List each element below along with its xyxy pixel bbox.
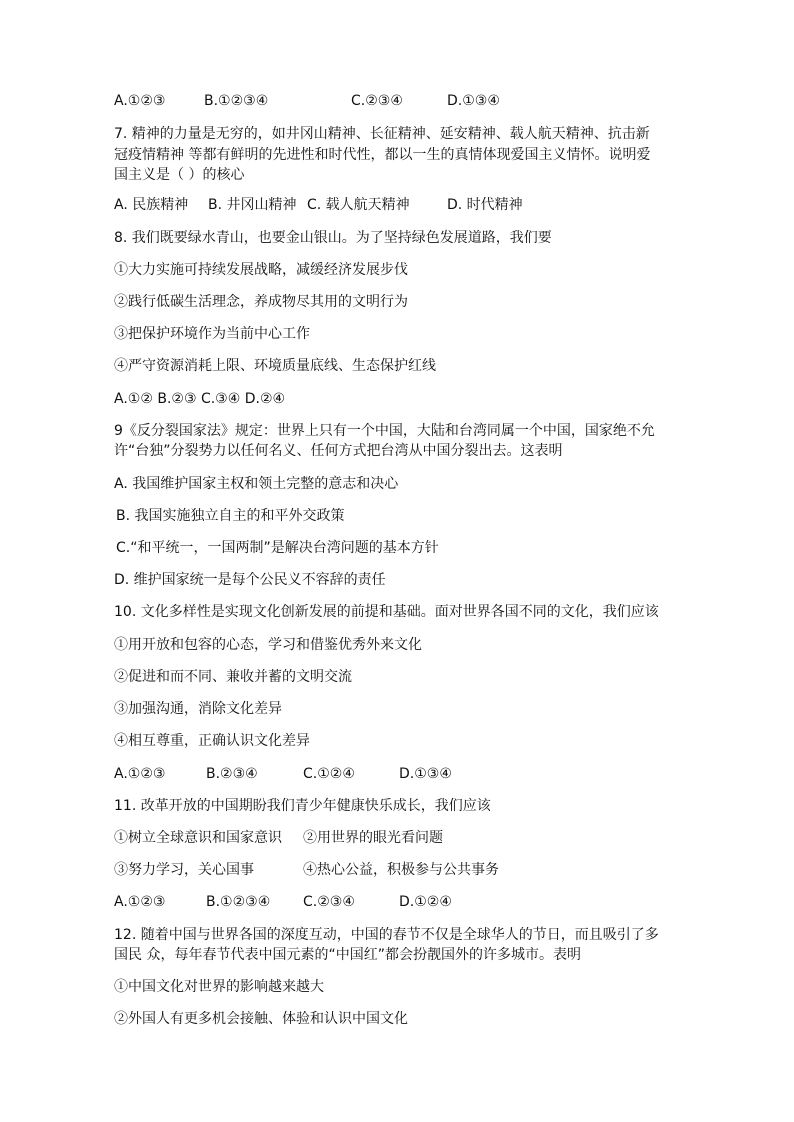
- q8-item-2: ②践行低碳生活理念，养成物尽其用的文明行为: [114, 294, 408, 310]
- q12-stem-line2: 国民 众，每年春节代表中国元素的“中国红”都会扮靓国外的许多城市。表明: [114, 947, 581, 963]
- q11-option-b: B.①②③④: [206, 894, 271, 910]
- q7-stem-line1: 7. 精神的力量是无穷的，如井冈山精神、长征精神、延安精神、载人航天精神、抗击新: [114, 126, 650, 142]
- q11-item-4: ④热心公益，积极参与公共事务: [303, 862, 499, 878]
- q10-item-1: ①用开放和包容的心态，学习和借鉴优秀外来文化: [114, 637, 422, 653]
- q7-option-b: B. 井冈山精神: [208, 197, 297, 213]
- q10-item-2: ②促进和而不同、兼收并蓄的文明交流: [114, 669, 352, 685]
- q7-option-c: C. 载人航天精神: [307, 197, 410, 213]
- q9-stem-line1: 9《反分裂国家法》规定：世界上只有一个中国，大陆和台湾同属一个中国，国家绝不允: [114, 423, 655, 439]
- q10-stem: 10. 文化多样性是实现文化创新发展的前提和基础。面对世界各国不同的文化，我们应该: [114, 604, 659, 620]
- q7-option-d: D. 时代精神: [447, 197, 523, 213]
- q11-item-2: ②用世界的眼光看问题: [303, 830, 443, 846]
- q12-item-1: ①中国文化对世界的影响越来越大: [114, 979, 324, 995]
- q8-item-1: ①大力实施可持续发展战略，减缓经济发展步伐: [114, 262, 408, 278]
- option-d: D.①③④: [447, 93, 500, 109]
- q9-option-d: D. 维护国家统一是每个公民义不容辞的责任: [114, 572, 386, 588]
- q10-item-4: ④相互尊重，正确认识文化差异: [114, 733, 310, 749]
- q7-stem-line2: 冠疫情精神 等都有鲜明的先进性和时代性，都以一生的真情体现爱国主义情怀。说明爱: [114, 147, 651, 163]
- q11-item-3: ③努力学习，关心国事: [114, 862, 254, 878]
- q11-option-a: A.①②③: [114, 894, 166, 910]
- q11-option-c: C.②③④: [303, 894, 355, 910]
- q10-option-b: B.②③④: [206, 766, 258, 782]
- q10-option-d: D.①③④: [399, 766, 452, 782]
- q8-stem: 8. 我们既要绿水青山，也要金山银山。为了坚持绿色发展道路，我们要: [114, 230, 552, 246]
- q9-option-a: A. 我国维护国家主权和领土完整的意志和决心: [114, 476, 399, 492]
- q8-item-3: ③把保护环境作为当前中心工作: [114, 326, 310, 342]
- q9-option-b: B. 我国实施独立自主的和平外交政策: [116, 508, 345, 524]
- q7-stem-line3: 国主义是（ ）的核心: [114, 167, 245, 183]
- q11-option-d: D.①②④: [399, 894, 452, 910]
- q9-option-c: C.“和平统一，一国两制”是解决台湾问题的基本方针: [116, 540, 439, 556]
- q10-option-a: A.①②③: [114, 766, 166, 782]
- q12-stem-line1: 12. 随着中国与世界各国的深度互动，中国的春节不仅是全球华人的节日，而且吸引了多: [114, 927, 659, 943]
- option-b: B.①②③④: [204, 93, 269, 109]
- q11-item-1: ①树立全球意识和国家意识: [114, 830, 282, 846]
- q8-options: A.①② B.②③ C.③④ D.②④: [114, 391, 286, 407]
- q9-stem-line2: 许“台独”分裂势力以任何名义、任何方式把台湾从中国分裂出去。这表明: [114, 443, 563, 459]
- q12-item-2: ②外国人有更多机会接触、体验和认识中国文化: [114, 1011, 408, 1027]
- q8-item-4: ④严守资源消耗上限、环境质量底线、生态保护红线: [114, 358, 436, 374]
- q7-option-a: A. 民族精神: [114, 197, 189, 213]
- q10-option-c: C.①②④: [303, 766, 355, 782]
- q11-stem: 11. 改革开放的中国期盼我们青少年健康快乐成长，我们应该: [114, 798, 491, 814]
- option-a: A.①②③: [114, 93, 166, 109]
- option-c: C.②③④: [351, 93, 403, 109]
- q10-item-3: ③加强沟通，消除文化差异: [114, 701, 282, 717]
